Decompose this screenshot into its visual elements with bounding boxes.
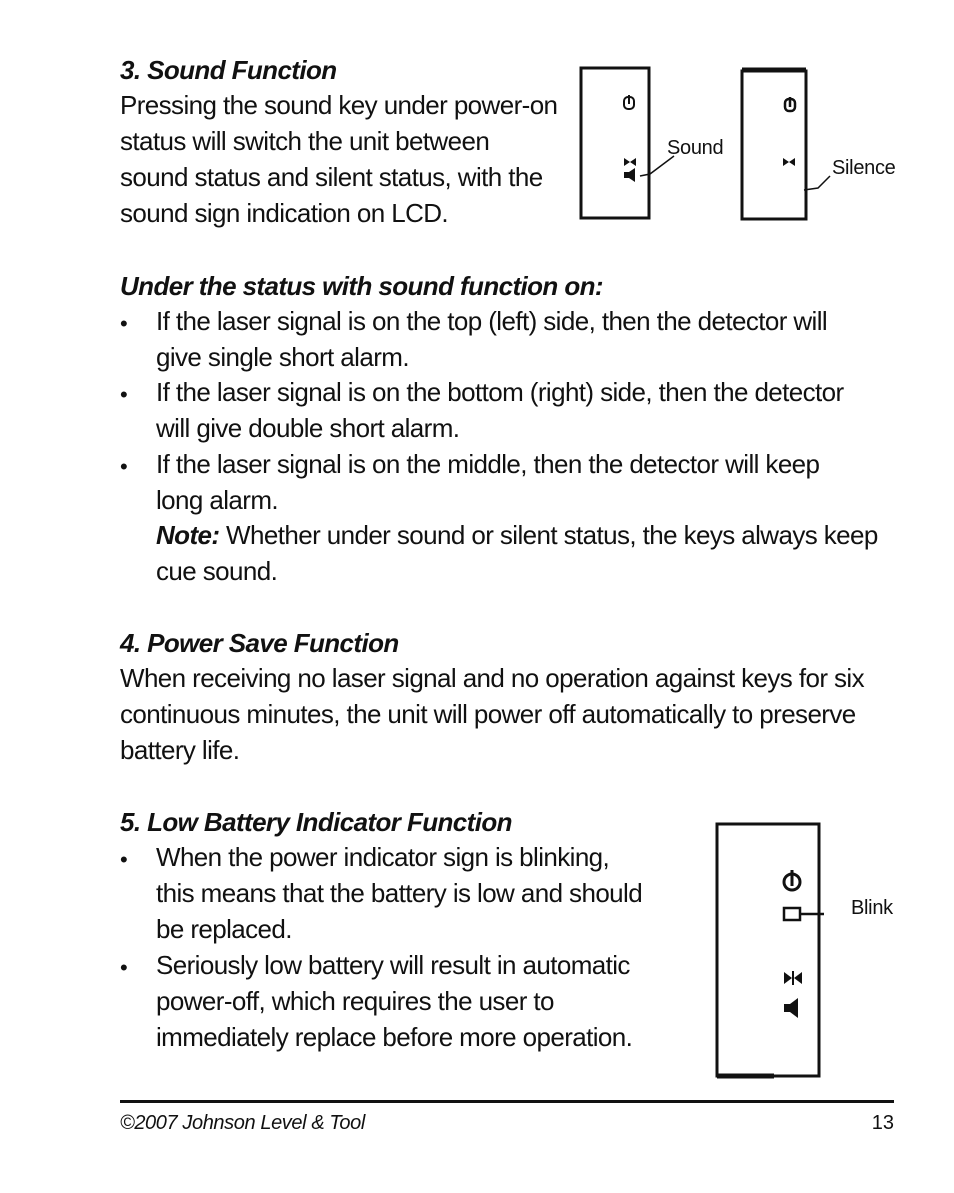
note-text: Whether under sound or silent status, the keys always keep [219,520,878,550]
speaker-icon [784,998,798,1018]
sound-text-line: sound sign indication on LCD. [120,198,449,228]
bowtie-icon [783,158,795,166]
note-line [156,520,878,551]
low-battery-figure [714,820,824,1082]
power-save-text-line: continuous minutes, the unit will power off automatically to preserve [120,699,856,729]
bullet-glyph: • [120,311,128,336]
section-heading-low-battery: 5. Low Battery Indicator Function [120,807,512,837]
sound-text-line: status will switch the unit between [120,126,490,156]
bowtie-icon [624,158,636,166]
bullet-glyph: • [120,454,128,479]
sound-text-line: Pressing the sound key under power-on [120,90,558,120]
bullet-text-line: If the laser signal is on the bottom (right) side, then the detector [156,377,844,407]
bullet-text-line: When the power indicator sign is blinking, [156,842,610,872]
lcd-panel-blink [717,824,824,1076]
bullet-glyph: • [120,847,128,872]
bullet-text-line: this means that the battery is low and should [156,878,643,908]
bullet-text-line: be replaced. [156,914,292,944]
bullet-text-line: If the laser signal is on the top (left) side, then the detector will [156,306,828,336]
bullet-text-line: Seriously low battery will result in automatic [156,950,630,980]
footer-rule [120,1100,894,1103]
bowtie-icon [784,971,802,985]
speaker-icon [624,168,635,182]
bullet-text-line: If the laser signal is on the middle, then the detector will keep [156,449,820,479]
section-heading-power-save: 4. Power Save Function [120,628,399,658]
bullet-glyph: • [120,382,128,407]
power-save-text-line: When receiving no laser signal and no operation against keys for six [120,663,864,693]
bullet-text-line: power-off, which requires the user to [156,986,554,1016]
note-label: Note: [156,520,220,550]
power-save-text-line: battery life. [120,735,240,765]
power-icon [624,95,634,109]
bullet-text-line: will give double short alarm. [156,413,460,443]
section-heading-sound: 3. Sound Function [120,55,337,85]
sound-silence-figure [578,64,908,224]
sound-text-line: sound status and silent status, with the [120,162,543,192]
power-icon [784,870,800,890]
figure-label-blink: Blink [851,897,893,919]
bullet-glyph: • [120,955,128,980]
figure-label-sound: Sound [667,137,724,159]
footer-copyright: ©2007 Johnson Level & Tool [120,1112,365,1134]
page-number: 13 [871,1112,894,1134]
figure-label-silence: Silence [832,157,896,179]
bullet-text-line: immediately replace before more operation. [156,1022,633,1052]
bullet-text-line: give single short alarm. [156,342,409,372]
lcd-panel-sound [581,68,674,218]
section-heading-status-on: Under the status with sound function on: [120,271,603,301]
bullet-text-line: long alarm. [156,485,279,515]
lcd-panel-silence [742,70,830,219]
note-line: cue sound. [156,556,278,586]
power-icon [785,97,795,111]
